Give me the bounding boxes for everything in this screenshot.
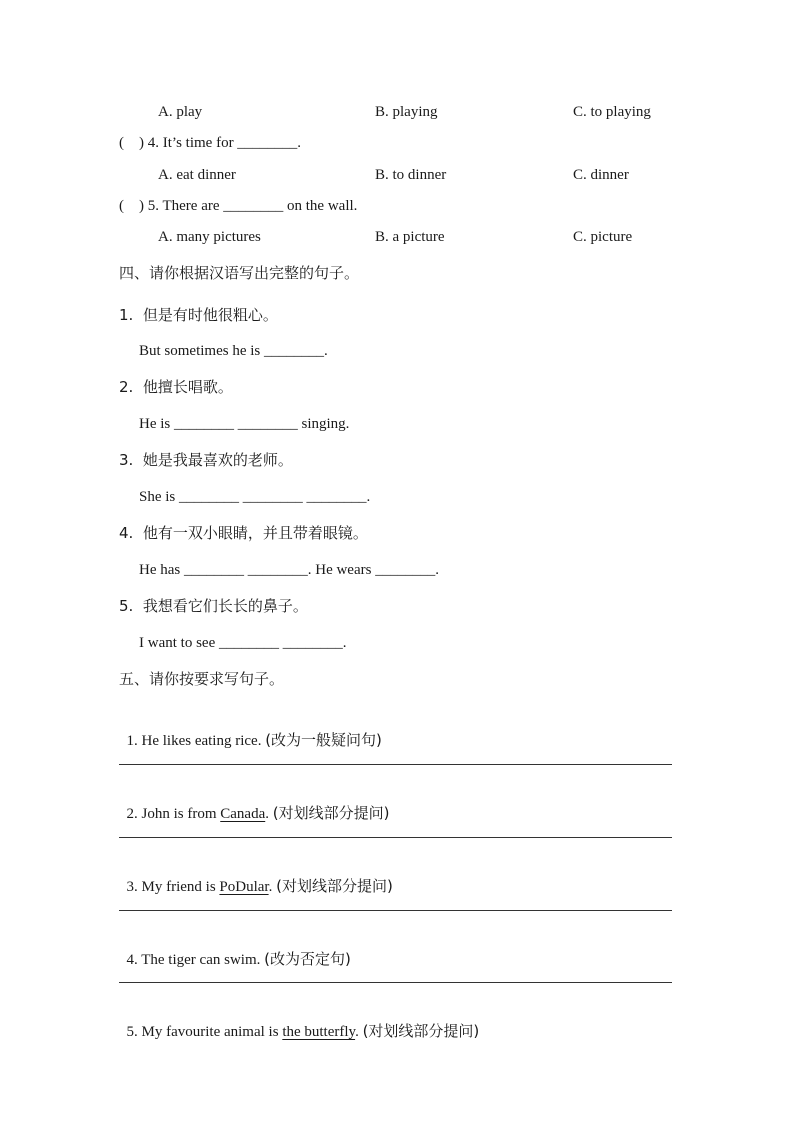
- s5-item-2-underlined: Canada: [220, 806, 266, 822]
- answer-line-1[interactable]: [119, 764, 672, 765]
- s4-item-4-english: He has ________ ________. He wears ________.: [139, 562, 439, 578]
- s5-item-5: [119, 1001, 479, 1042]
- answer-line-3[interactable]: [119, 910, 672, 911]
- s5-item-2-instruction: (对划线部分提问): [272, 804, 390, 822]
- q5-option-a: A. many pictures: [158, 229, 261, 245]
- section-5-heading: 五、请你按要求写句子。: [119, 670, 285, 688]
- s5-item-4-instruction: (改为否定句): [264, 950, 351, 968]
- s4-item-1-english: But sometimes he is ________.: [139, 343, 328, 359]
- q3-option-a: A. play: [158, 104, 203, 120]
- s5-item-1-instruction: (改为一般疑问句): [265, 731, 382, 749]
- s5-item-3-underlined: PoDular: [219, 879, 269, 895]
- s4-item-1-chinese: 1. 但是有时他很粗心。: [119, 306, 278, 324]
- s5-item-3-instruction: (对划线部分提问): [276, 877, 393, 895]
- s5-item-2-text: 2. John is from: [126, 806, 221, 822]
- s4-item-5-english: I want to see ________ ________.: [139, 635, 347, 651]
- q3-option-b: B. playing: [375, 104, 438, 120]
- q4-option-a: A. eat dinner: [158, 167, 236, 183]
- question-4: ( ) 4. It’s time for ________.: [119, 135, 302, 151]
- s5-item-5-underlined: the butterfly: [282, 1024, 356, 1040]
- answer-line-4[interactable]: [119, 982, 672, 983]
- s5-item-2-period: .: [265, 806, 273, 822]
- q5-option-b: B. a picture: [375, 229, 445, 245]
- section-4-heading: 四、请你根据汉语写出完整的句子。: [119, 264, 360, 282]
- s5-item-3: [119, 856, 393, 897]
- q3-option-c: C. to playing: [573, 104, 651, 120]
- s5-item-4-text: 4. The tiger can swim.: [126, 952, 265, 968]
- s5-item-3-period: .: [268, 879, 277, 895]
- s5-item-1: [119, 710, 382, 751]
- s5-item-2: [119, 783, 389, 824]
- q5-option-c: C. picture: [573, 229, 633, 245]
- q4-option-b: B. to dinner: [375, 167, 447, 183]
- s5-item-1-text: 1. He likes eating rice.: [126, 733, 266, 749]
- answer-line-2[interactable]: [119, 837, 672, 838]
- s4-item-2-english: He is ________ ________ singing.: [139, 416, 350, 432]
- q4-option-c: C. dinner: [573, 167, 629, 183]
- s4-item-2-chinese: 2. 他擅长唱歌。: [119, 378, 233, 396]
- s5-item-5-text: 5. My favourite animal is: [126, 1024, 283, 1040]
- s5-item-3-text: 3. My friend is: [126, 879, 220, 895]
- s4-item-3-english: She is ________ ________ ________.: [139, 489, 371, 505]
- s5-item-4: [119, 929, 351, 970]
- s4-item-4-chinese: 4. 他有一双小眼睛，并且带着眼镜。: [119, 524, 368, 542]
- s4-item-3-chinese: 3. 她是我最喜欢的老师。: [119, 451, 293, 469]
- s5-item-5-instruction: (对划线部分提问): [362, 1022, 480, 1040]
- s4-item-5-chinese: 5. 我想看它们长长的鼻子。: [119, 597, 308, 615]
- question-5: ( ) 5. There are ________ on the wall.: [119, 198, 358, 214]
- s5-item-5-period: .: [355, 1024, 363, 1040]
